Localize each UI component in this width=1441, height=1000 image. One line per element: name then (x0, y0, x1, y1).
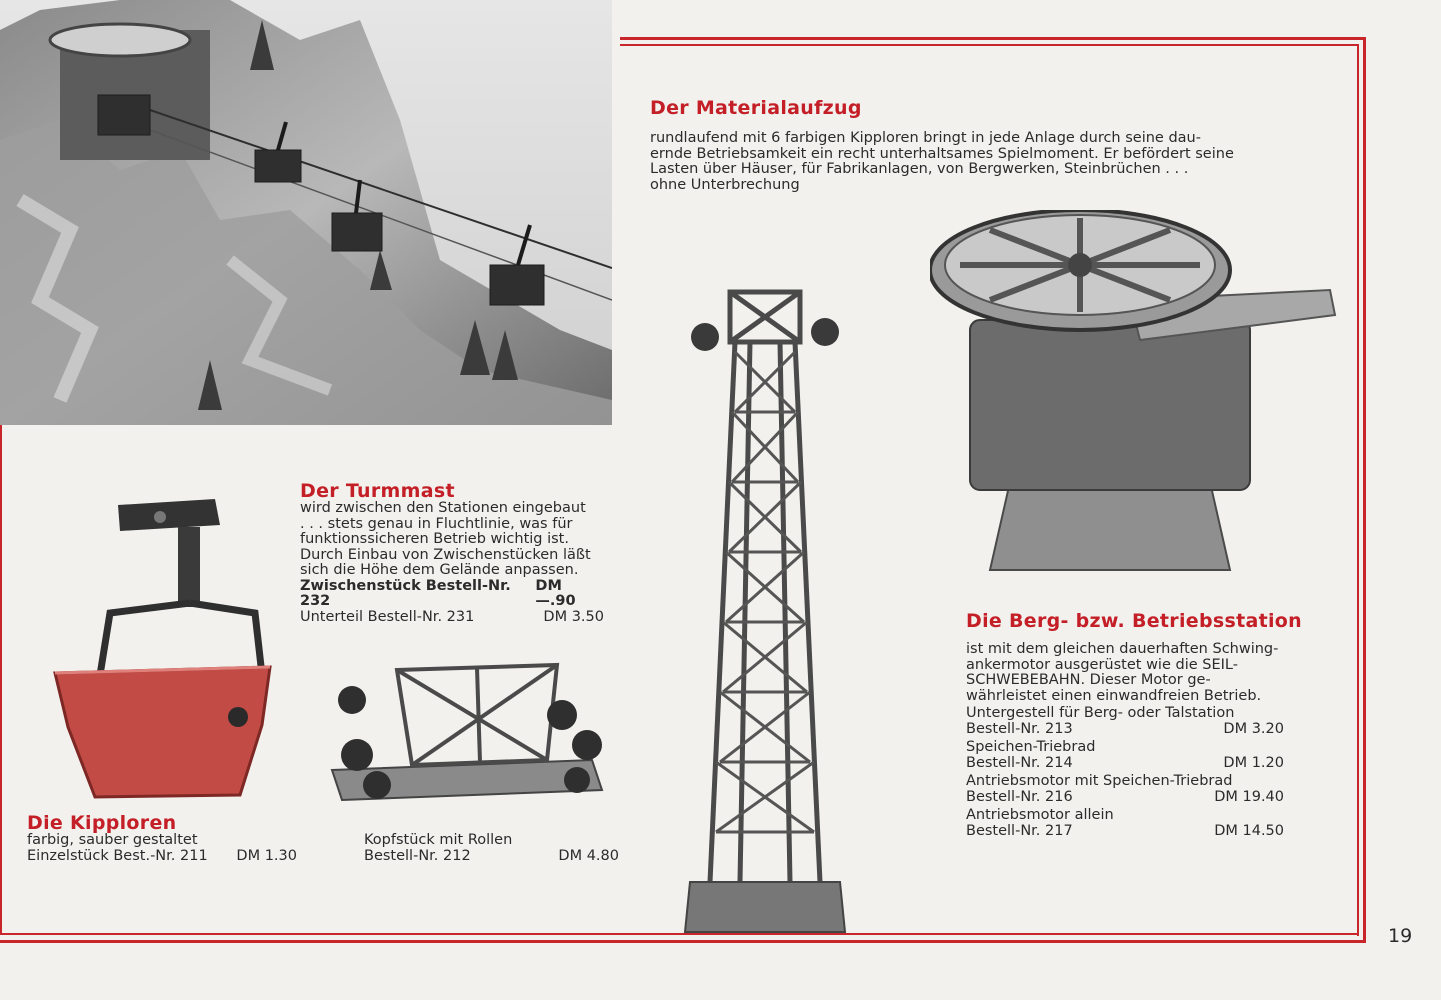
kipploren-line: farbig, sauber gestaltet (27, 832, 198, 848)
turmmast-line: sich die Höhe dem Gelände anpassen. (300, 562, 579, 578)
frame-top-inner (620, 44, 1359, 46)
turmmast-item-label: Zwischenstück Bestell-Nr. 232 (300, 577, 511, 609)
materialaufzug-heading: Der Materialaufzug (650, 97, 862, 119)
station-heading: Die Berg- bzw. Betriebsstation (966, 610, 1302, 632)
materialaufzug-text (650, 131, 1280, 193)
station-motor-image (930, 210, 1340, 580)
turmmast-line: Durch Einbau von Zwischenstücken läßt (300, 546, 591, 563)
station-item-price: DM 19.40 (1214, 788, 1284, 805)
station-item-name: Speichen-Triebrad (966, 739, 1096, 755)
turmmast-heading: Der Turmmast (300, 480, 455, 502)
turmmast-line: funktionssicheren Betrieb wichtig ist. (300, 531, 569, 547)
kopfstueck-item-label: Bestell-Nr. 212 (364, 847, 471, 864)
mountain-scene-icon (0, 0, 612, 425)
page-number: 19 (1388, 925, 1413, 947)
station-item-name: Antriebsmotor mit Speichen-Triebrad (966, 773, 1233, 789)
frame-left-inner (0, 425, 2, 935)
station-item-price: DM 14.50 (1214, 822, 1284, 839)
frame-top-outer (620, 37, 1366, 40)
station-item-label: Bestell-Nr. 217 (966, 822, 1073, 839)
kopfstueck-text (364, 833, 619, 864)
kipploren-item-price: DM 1.30 (236, 847, 297, 864)
station-item-214 (966, 740, 1284, 771)
turmmast-item-label: Unterteil Bestell-Nr. 231 (300, 608, 475, 625)
turmmast-item-231 (300, 610, 604, 626)
frame-right-outer (1363, 37, 1366, 942)
roller-head-piece-icon (322, 660, 612, 810)
kipplore-image (40, 495, 280, 805)
frame-bottom-outer (0, 940, 1366, 943)
station-line: ist mit dem gleichen dauerhaften Schwing- (966, 641, 1279, 657)
station-item-label: Bestell-Nr. 214 (966, 754, 1073, 771)
kipploren-item-label: Einzelstück Best.-Nr. 211 (27, 847, 208, 864)
station-line: währleistet einen einwandfreien Betrieb. (966, 687, 1262, 704)
kopfstueck-image (322, 660, 612, 810)
station-item-213 (966, 706, 1284, 737)
station-item-name: Antriebsmotor allein (966, 807, 1114, 823)
cable-car-landscape-photo (0, 0, 612, 425)
materialaufzug-line: Lasten über Häuser, für Fabrikanlagen, von Bergwerken, Steinbrüchen . . . (650, 161, 1189, 177)
turmmast-item-price: DM 3.50 (543, 608, 604, 625)
kipploren-heading: Die Kipploren (27, 812, 177, 834)
station-line: ankermotor ausgerüstet wie die SEIL- (966, 656, 1238, 673)
lattice-tower-icon (680, 282, 850, 938)
station-item-label: Bestell-Nr. 213 (966, 720, 1073, 737)
turmmast-item-232 (300, 579, 604, 610)
kopfstueck-line: Kopfstück mit Rollen (364, 832, 513, 848)
kopfstueck-item-price: DM 4.80 (558, 847, 619, 864)
frame-right-inner (1357, 44, 1359, 936)
kopfstueck-item-212 (364, 849, 619, 865)
station-line: SCHWEBEBAHN. Dieser Motor ge- (966, 672, 1211, 688)
tipping-bucket-icon (40, 495, 280, 805)
station-item-name: Untergestell für Berg- oder Talstation (966, 705, 1235, 721)
materialaufzug-line: ohne Unterbrechung (650, 176, 800, 193)
kipploren-item-211 (27, 849, 297, 865)
station-item-label: Bestell-Nr. 216 (966, 788, 1073, 805)
turmmast-line: wird zwischen den Stationen eingebaut (300, 500, 586, 516)
turmmast-line: . . . stets genau in Fluchtlinie, was für (300, 515, 573, 532)
kipploren-text (27, 833, 297, 864)
turmmast-item-price: DM —.90 (535, 577, 576, 609)
materialaufzug-line: rundlaufend mit 6 farbigen Kipploren bringt in jede Anlage durch seine dau- (650, 130, 1201, 146)
station-item-price: DM 1.20 (1223, 754, 1284, 771)
station-item-216 (966, 774, 1284, 805)
station-item-price: DM 3.20 (1223, 720, 1284, 737)
station-text (966, 642, 1284, 839)
tower-mast-image (680, 282, 850, 938)
station-item-217 (966, 808, 1284, 839)
materialaufzug-line: ernde Betriebsamkeit ein recht unterhaltsames Spielmoment. Er befördert seine (650, 145, 1234, 162)
turmmast-text (300, 501, 618, 625)
drive-station-icon (930, 210, 1340, 580)
